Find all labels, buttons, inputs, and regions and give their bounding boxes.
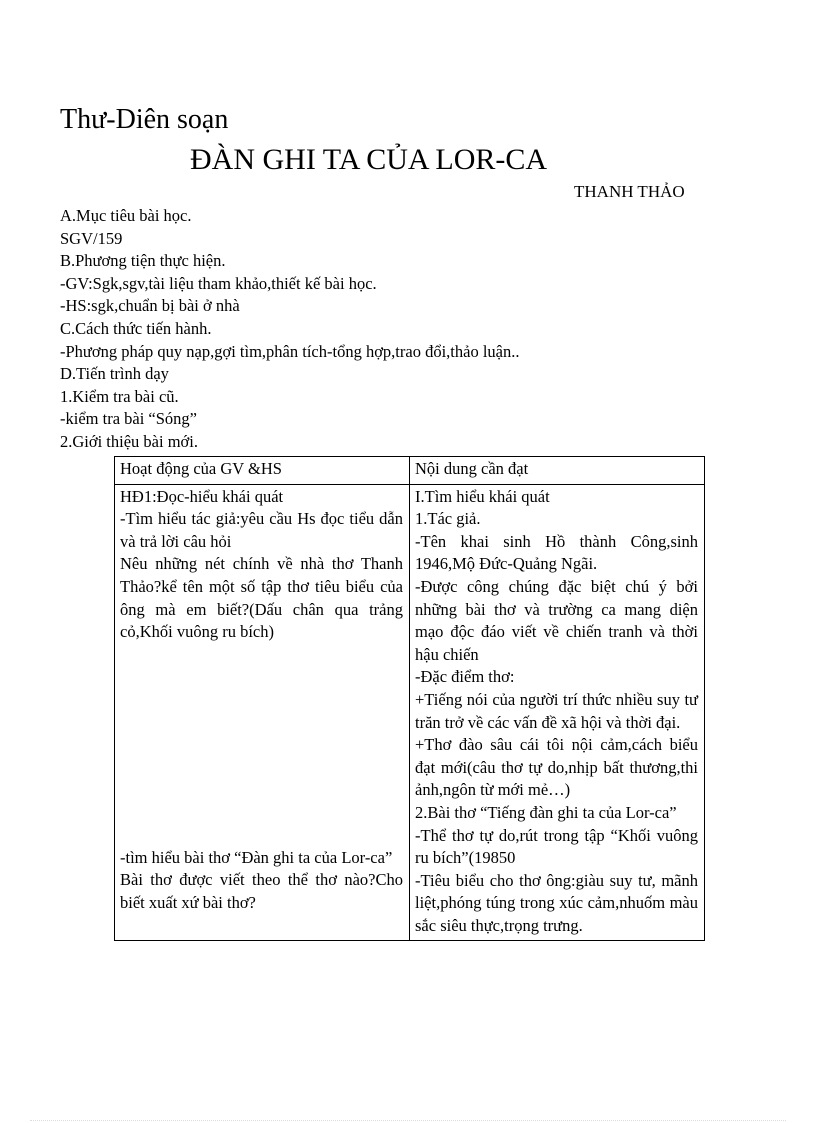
- outline-line: -Phương pháp quy nạp,gợi tìm,phân tích-tổng hợp,trao đổi,thảo luận..: [60, 341, 520, 361]
- content-paragraph: -Đặc điểm thơ:: [415, 667, 515, 687]
- content-paragraph: +Thơ đào sâu cái tôi nội cảm,cách biểu đạt mới(câu thơ tự do,nhịp bất thương,thi ảnh,ngôn từ mới mẻ…): [415, 735, 698, 800]
- content-paragraph: 1.Tác giả.: [415, 509, 481, 529]
- page-bottom-rule: [30, 1120, 786, 1121]
- table-row: [115, 484, 705, 941]
- activity-paragraph: HĐ1:Đọc-hiểu khái quát: [120, 486, 284, 506]
- document-title: ĐÀN GHI TA CỦA LOR-CA: [190, 143, 548, 176]
- column-header-activity: Hoạt động của GV &HS: [115, 457, 410, 485]
- lesson-outline: [60, 205, 519, 454]
- content-paragraph: -Được công chúng đặc biệt chú ý bởi những bài thơ và trường ca mang diện mạo độc đáo viết về chiến tranh và thời hậu chiến: [415, 576, 698, 664]
- content-paragraph: I.Tìm hiểu khái quát: [415, 486, 550, 506]
- content-paragraph: -Tiêu biểu cho thơ ông:giàu suy tư, mãnh liệt,phóng túng trong xúc cảm,nhuốm màu sắc siêu thực,trọng trưng.: [415, 870, 698, 935]
- activity-paragraph: Nêu những nét chính về nhà thơ Thanh Thảo?kể tên một số tập thơ tiêu biểu của ông mà em biết?(Dấu chân qua trảng cỏ,Khối vuông ru bích): [120, 554, 403, 642]
- outline-line: D.Tiến trình dạy: [60, 364, 169, 384]
- outline-line: 2.Giới thiệu bài mới.: [60, 431, 198, 451]
- outline-line: A.Mục tiêu bài học.: [60, 206, 192, 225]
- column-header-content: Nội dung cần đạt: [410, 457, 705, 485]
- poet-name: THANH THẢO: [574, 182, 685, 201]
- activity-paragraph: -tìm hiểu bài thơ “Đàn ghi ta của Lor-ca”: [120, 847, 393, 867]
- outline-line: SGV/159: [60, 228, 123, 248]
- outline-line: -kiểm tra bài “Sóng”: [60, 409, 197, 429]
- outline-line: C.Cách thức tiến hành.: [60, 318, 212, 338]
- outline-line: 1.Kiểm tra bài cũ.: [60, 386, 179, 406]
- activity-paragraph: -Tìm hiểu tác giả:yêu cầu Hs đọc tiểu dẫn và trả lời câu hỏi: [120, 509, 403, 551]
- author-note: Thư-Diên soạn: [60, 104, 229, 135]
- content-paragraph: -Tên khai sinh Hồ thành Công,sinh 1946,Mộ Đức-Quảng Ngãi.: [415, 531, 698, 574]
- content-paragraph: +Tiếng nói của người trí thức nhiều suy tư trăn trở về các vấn đề xã hội và thời đại.: [415, 689, 698, 732]
- table-header-row: [115, 457, 705, 485]
- outline-line: -GV:Sgk,sgv,tài liệu tham khảo,thiết kế bài học.: [60, 273, 377, 293]
- lesson-plan-table: [114, 456, 705, 941]
- cell-spacer: [120, 644, 403, 847]
- content-cell: [410, 484, 705, 941]
- content-paragraph: -Thể thơ tự do,rút trong tập “Khối vuông ru bích”(19850: [415, 825, 698, 868]
- activity-cell: [115, 484, 410, 941]
- outline-line: -HS:sgk,chuẩn bị bài ở nhà: [60, 296, 240, 316]
- content-paragraph: 2.Bài thơ “Tiếng đàn ghi ta của Lor-ca”: [415, 802, 677, 822]
- outline-line: B.Phương tiện thực hiện.: [60, 251, 226, 271]
- activity-paragraph: Bài thơ được viết theo thể thơ nào?Cho biết xuất xứ bài thơ?: [120, 870, 403, 912]
